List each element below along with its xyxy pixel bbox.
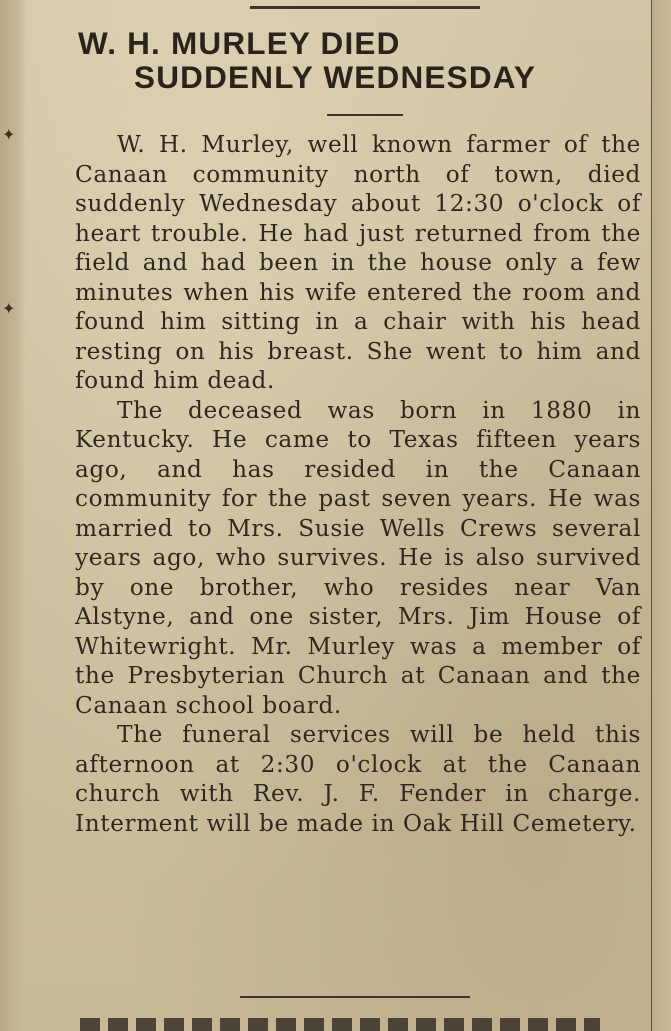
article-paragraph: The funeral services will be held this afternoon at 2:30 o'clock at the Canaan church with Rev. J. F. Fender in charge. Interment will be made in Oak Hill Cemetery. [75, 721, 641, 837]
left-gutter [0, 0, 26, 1031]
fold-mark-icon: ✦ [2, 125, 16, 144]
adjacent-column-edge [652, 0, 671, 1031]
headline-line-1: W. H. MURLEY DIED [78, 25, 401, 61]
headline-divider [327, 114, 403, 116]
cropped-text-fragment [80, 1018, 600, 1031]
article-paragraph: The deceased was born in 1880 in Kentucky. He came to Texas fifteen years ago, and has resided in the Canaan community for the past seven years. He was married to Mrs. Susie Wells Crews several years ago, who survives. He is also survived by one brother, who resides near Van Alstyne, and one sister, Mrs. Jim House of Whitewright. Mr. Murley was a member of the Presbyterian Church at Canaan and the Canaan school board. [75, 396, 641, 719]
article-paragraph: W. H. Murley, well known farmer of the Canaan community north of town, died suddenly Wednesday about 12:30 o'clock of heart trouble. He had just returned from the field and had been in the house only a few minutes when his wife entered the room and found him sitting in a chair with his head resting on his breast. She went to him and found him dead. [75, 131, 641, 394]
top-rule [250, 6, 480, 9]
article-headline [70, 26, 650, 94]
cropped-next-headline [80, 1018, 600, 1031]
headline-line-2: SUDDENLY WEDNESDAY [134, 59, 537, 95]
article-body [75, 130, 641, 838]
bottom-rule [240, 996, 470, 998]
fold-mark-icon: ✦ [2, 299, 16, 318]
